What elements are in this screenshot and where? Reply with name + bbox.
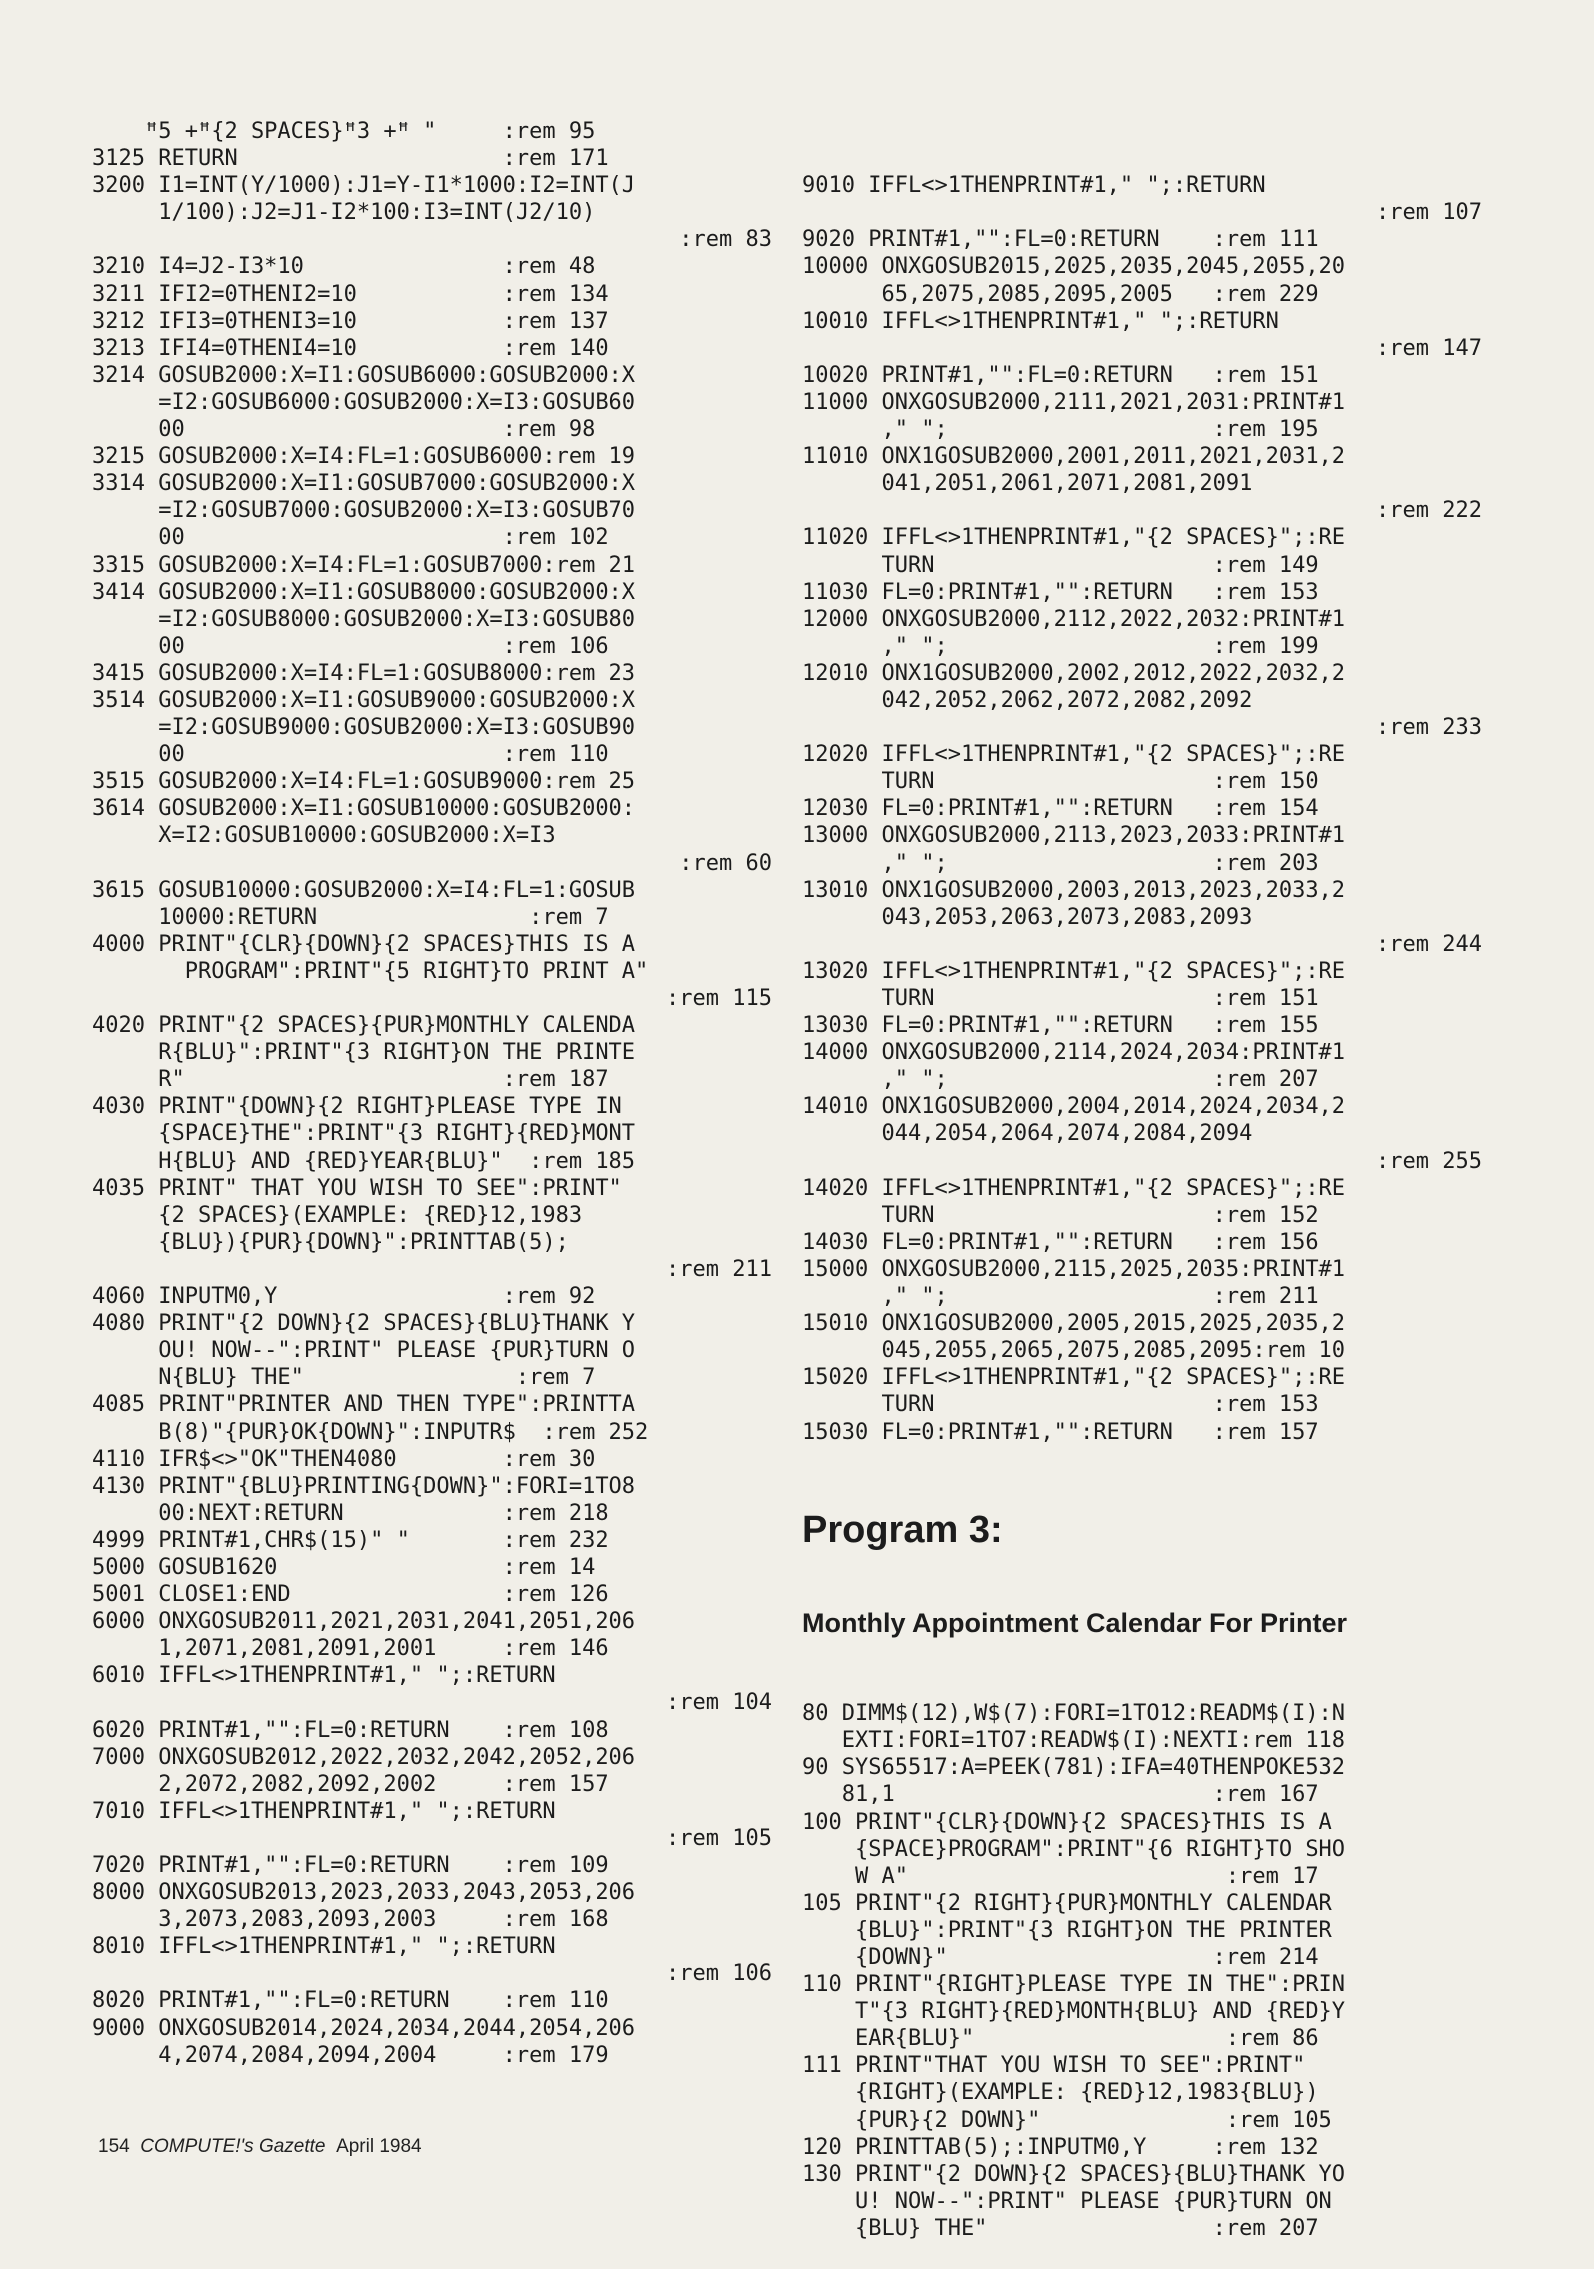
code-line: 14030 FL=0:PRINT#1,"":RETURN :rem 156: [802, 1229, 1319, 1255]
code-line: 3211 IFI2=0THENI2=10 :rem 134: [92, 281, 609, 307]
code-line: 00 :rem 106: [92, 633, 609, 659]
code-line: =I2:GOSUB8000:GOSUB2000:X=I3:GOSUB80: [92, 606, 636, 632]
code-line: =I2:GOSUB9000:GOSUB2000:X=I3:GOSUB90: [92, 715, 636, 741]
code-line: 4130 PRINT"{BLU}PRINTING{DOWN}":FORI=1TO8: [92, 1473, 636, 1499]
rem-checksum: :rem 211: [666, 1256, 772, 1282]
code-line: 80 DIMM$(12),W$(7):FORI=1TO12:READM$(I):N: [802, 1701, 1346, 1727]
listing-right-column: [802, 118, 1482, 2269]
code-line: ," "; :rem 203: [802, 850, 1319, 876]
magazine-name: COMPUTE!'s Gazette: [140, 2136, 326, 2157]
program-subtitle: Monthly Appointment Calendar For Printer: [802, 1607, 1348, 1638]
code-line: 3,2073,2083,2093,2003 :rem 168: [92, 1907, 609, 1933]
code-line: 9010 IFFL<>1THENPRINT#1," ";:RETURN: [802, 173, 1266, 199]
code-line: R{BLU}":PRINT"{3 RIGHT}ON THE PRINTE: [92, 1040, 636, 1066]
code-line: OU! NOW--":PRINT" PLEASE {PUR}TURN O: [92, 1338, 636, 1364]
code-line: 90 SYS65517:A=PEEK(781):IFA=40THENPOKE532: [802, 1755, 1346, 1781]
rem-checksum: :rem 107: [1376, 200, 1482, 226]
code-line: 8020 PRINT#1,"":FL=0:RETURN :rem 110: [92, 1988, 609, 2014]
code-line: 4030 PRINT"{DOWN}{2 RIGHT}PLEASE TYPE IN: [92, 1094, 622, 1120]
code-line: {PUR}{2 DOWN}" :rem 105: [802, 2107, 1332, 2133]
code-line: 120 PRINTTAB(5);:INPUTM0,Y :rem 132: [802, 2134, 1319, 2160]
code-line: 3415 GOSUB2000:X=I4:FL=1:GOSUB8000:rem 23: [92, 660, 636, 686]
code-line: 3314 GOSUB2000:X=I1:GOSUB7000:GOSUB2000:X: [92, 471, 636, 497]
code-line: {SPACE}PROGRAM":PRINT"{6 RIGHT}TO SHO: [802, 1836, 1346, 1862]
code-line: TURN :rem 152: [802, 1202, 1319, 1228]
code-line: 042,2052,2062,2072,2082,2092: [802, 687, 1253, 713]
code-line: 81,1 :rem 167: [802, 1782, 1319, 1808]
code-line: 130 PRINT"{2 DOWN}{2 SPACES}{BLU}THANK YO: [802, 2161, 1346, 2187]
code-line: 3515 GOSUB2000:X=I4:FL=1:GOSUB9000:rem 25: [92, 769, 636, 795]
code-line: {RIGHT}(EXAMPLE: {RED}12,1983{BLU}): [802, 2080, 1319, 2106]
code-line: 00 :rem 98: [92, 417, 596, 443]
code-line: TURN :rem 149: [802, 552, 1319, 578]
code-line: 3213 IFI4=0THENI4=10 :rem 140: [92, 335, 609, 361]
code-line: 110 PRINT"{RIGHT}PLEASE TYPE IN THE":PRIN: [802, 1972, 1346, 1998]
code-line: ꟸ5 +ꟸ{2 SPACES}ꟸ3 +ꟸ " :rem 95: [92, 119, 596, 144]
code-line: 9000 ONXGOSUB2014,2024,2034,2044,2054,206: [92, 2015, 636, 2041]
code-line: 15020 IFFL<>1THENPRINT#1,"{2 SPACES}";:RE: [802, 1365, 1346, 1391]
code-line: 5001 CLOSE1:END :rem 126: [92, 1582, 609, 1608]
rem-checksum: :rem 83: [679, 227, 772, 253]
code-line: 12020 IFFL<>1THENPRINT#1,"{2 SPACES}";:RE: [802, 742, 1346, 768]
code-line: 10010 IFFL<>1THENPRINT#1," ";:RETURN: [802, 308, 1279, 334]
code-line: 15030 FL=0:PRINT#1,"":RETURN :rem 157: [802, 1419, 1319, 1445]
rem-checksum: :rem 244: [1376, 931, 1482, 957]
rem-checksum: :rem 115: [666, 986, 772, 1011]
code-line: 045,2055,2065,2075,2085,2095:rem 10: [802, 1338, 1346, 1364]
code-line: U! NOW--":PRINT" PLEASE {PUR}TURN ON: [802, 2188, 1332, 2214]
rem-checksum: :rem 147: [1376, 335, 1482, 361]
code-line: 8010 IFFL<>1THENPRINT#1," ";:RETURN: [92, 1934, 556, 1960]
code-line: {SPACE}THE":PRINT"{3 RIGHT}{RED}MONT: [92, 1121, 636, 1147]
code-line: 3615 GOSUB10000:GOSUB2000:X=I4:FL=1:GOSUB: [92, 877, 636, 903]
code-line: 00 :rem 110: [92, 742, 609, 768]
code-line: 13020 IFFL<>1THENPRINT#1,"{2 SPACES}";:RE: [802, 958, 1346, 984]
code-line: 00 :rem 102: [92, 525, 609, 551]
issue-date: April 1984: [336, 2136, 422, 2157]
code-line: 6010 IFFL<>1THENPRINT#1," ";:RETURN: [92, 1663, 556, 1689]
code-line: 105 PRINT"{2 RIGHT}{PUR}MONTHLY CALENDAR: [802, 1890, 1332, 1916]
code-line: 14000 ONXGOSUB2000,2114,2024,2034:PRINT#1: [802, 1040, 1346, 1066]
code-line: 2,2072,2082,2092,2002 :rem 157: [92, 1771, 609, 1797]
code-line: 041,2051,2061,2071,2081,2091: [802, 471, 1253, 497]
code-line: 3414 GOSUB2000:X=I1:GOSUB8000:GOSUB2000:X: [92, 579, 636, 605]
code-line: 7000 ONXGOSUB2012,2022,2032,2042,2052,206: [92, 1744, 636, 1770]
code-line: T"{3 RIGHT}{RED}MONTH{BLU} AND {RED}Y: [802, 1999, 1346, 2025]
code-line: 12030 FL=0:PRINT#1,"":RETURN :rem 154: [802, 796, 1319, 822]
code-line: N{BLU} THE" :rem 7: [92, 1365, 596, 1391]
page-number: 154: [98, 2136, 130, 2157]
code-line: 3215 GOSUB2000:X=I4:FL=1:GOSUB6000:rem 19: [92, 444, 636, 470]
code-line: 6000 ONXGOSUB2011,2021,2031,2041,2051,206: [92, 1609, 636, 1635]
code-line: {BLU}){PUR}{DOWN}":PRINTTAB(5);: [92, 1229, 569, 1255]
code-line: 3210 I4=J2-I3*10 :rem 48: [92, 254, 596, 280]
code-line: {DOWN}" :rem 214: [802, 1945, 1319, 1970]
listing-left-column: [92, 118, 772, 2069]
rem-checksum: :rem 104: [666, 1690, 772, 1716]
rem-checksum: :rem 105: [666, 1825, 772, 1851]
code-line: 7020 PRINT#1,"":FL=0:RETURN :rem 109: [92, 1853, 609, 1878]
code-line: =I2:GOSUB7000:GOSUB2000:X=I3:GOSUB70: [92, 498, 636, 524]
code-line: R" :rem 187: [92, 1067, 609, 1093]
code-line: 4080 PRINT"{2 DOWN}{2 SPACES}{BLU}THANK Y: [92, 1311, 636, 1337]
code-line: 3200 I1=INT(Y/1000):J1=Y-I1*1000:I2=INT(J: [92, 173, 636, 199]
code-line: ," "; :rem 195: [802, 417, 1319, 443]
code-line: 5000 GOSUB1620 :rem 14: [92, 1554, 596, 1580]
code-line: TURN :rem 150: [802, 769, 1319, 795]
code-line: 00:NEXT:RETURN :rem 218: [92, 1500, 609, 1526]
code-line: 4060 INPUTM0,Y :rem 92: [92, 1284, 596, 1310]
code-line: TURN :rem 151: [802, 986, 1319, 1011]
code-line: 12010 ONX1GOSUB2000,2002,2012,2022,2032,2: [802, 660, 1346, 686]
code-line: 4999 PRINT#1,CHR$(15)" " :rem 232: [92, 1527, 609, 1553]
code-line: =I2:GOSUB6000:GOSUB2000:X=I3:GOSUB60: [92, 389, 636, 415]
code-line: 9020 PRINT#1,"":FL=0:RETURN :rem 111: [802, 227, 1319, 253]
code-line: 3125 RETURN :rem 171: [92, 146, 609, 172]
code-line: 8000 ONXGOSUB2013,2023,2033,2043,2053,206: [92, 1880, 636, 1906]
code-line: 10020 PRINT#1,"":FL=0:RETURN :rem 151: [802, 362, 1319, 388]
code-line: 043,2053,2063,2073,2083,2093: [802, 904, 1253, 930]
code-line: 13010 ONX1GOSUB2000,2003,2013,2023,2033,2: [802, 877, 1346, 903]
code-line: 111 PRINT"THAT YOU WISH TO SEE":PRINT": [802, 2053, 1306, 2079]
code-line: PROGRAM":PRINT"{5 RIGHT}TO PRINT A": [92, 958, 649, 984]
code-line: ," "; :rem 211: [802, 1284, 1319, 1310]
code-line: 7010 IFFL<>1THENPRINT#1," ";:RETURN: [92, 1798, 556, 1824]
code-line: ," "; :rem 199: [802, 633, 1319, 659]
code-line: 4110 IFR$<>"OK"THEN4080 :rem 30: [92, 1446, 596, 1472]
listing-right-top: [802, 172, 1482, 1445]
code-line: 11000 ONXGOSUB2000,2111,2021,2031:PRINT#1: [802, 389, 1346, 415]
code-line: 13030 FL=0:PRINT#1,"":RETURN :rem 155: [802, 1013, 1319, 1039]
code-line: 3614 GOSUB2000:X=I1:GOSUB10000:GOSUB2000:: [92, 796, 636, 822]
code-line: 4035 PRINT" THAT YOU WISH TO SEE":PRINT": [92, 1175, 622, 1201]
code-line: 3514 GOSUB2000:X=I1:GOSUB9000:GOSUB2000:X: [92, 687, 636, 713]
code-line: 11020 IFFL<>1THENPRINT#1,"{2 SPACES}";:RE: [802, 525, 1346, 551]
code-line: 4085 PRINT"PRINTER AND THEN TYPE":PRINTTA: [92, 1392, 636, 1418]
code-line: 14020 IFFL<>1THENPRINT#1,"{2 SPACES}";:RE: [802, 1175, 1346, 1201]
code-line: 12000 ONXGOSUB2000,2112,2022,2032:PRINT#1: [802, 606, 1346, 632]
code-line: 3214 GOSUB2000:X=I1:GOSUB6000:GOSUB2000:X: [92, 362, 636, 388]
code-line: 6020 PRINT#1,"":FL=0:RETURN :rem 108: [92, 1717, 609, 1743]
code-line: 1,2071,2081,2091,2001 :rem 146: [92, 1636, 609, 1662]
code-line: {2 SPACES}(EXAMPLE: {RED}12,1983: [92, 1202, 583, 1228]
program-title: Program 3:: [802, 1508, 1003, 1551]
code-line: X=I2:GOSUB10000:GOSUB2000:X=I3: [92, 823, 556, 849]
code-line: 65,2075,2085,2095,2005 :rem 229: [802, 281, 1319, 307]
rem-checksum: :rem 233: [1376, 715, 1482, 741]
code-line: EXTI:FORI=1TO7:READW$(I):NEXTI:rem 118: [802, 1728, 1346, 1754]
code-line: 4,2074,2084,2094,2004 :rem 179: [92, 2042, 609, 2068]
code-line: 1/100):J2=J1-I2*100:I3=INT(J2/10): [92, 200, 596, 226]
code-line: 13000 ONXGOSUB2000,2113,2023,2033:PRINT#1: [802, 823, 1346, 849]
code-line: TURN :rem 153: [802, 1392, 1319, 1418]
code-line: 4000 PRINT"{CLR}{DOWN}{2 SPACES}THIS IS A: [92, 931, 636, 957]
code-line: 15000 ONXGOSUB2000,2115,2025,2035:PRINT#1: [802, 1256, 1346, 1282]
code-line: 4020 PRINT"{2 SPACES}{PUR}MONTHLY CALENDA: [92, 1013, 636, 1039]
code-line: 10000:RETURN :rem 7: [92, 904, 609, 930]
code-line: 3212 IFI3=0THENI3=10 :rem 137: [92, 308, 609, 334]
code-line: 3315 GOSUB2000:X=I4:FL=1:GOSUB7000:rem 21: [92, 552, 636, 578]
program3-listing: [802, 1700, 1482, 2242]
page-footer: [98, 2136, 422, 2158]
code-line: 11030 FL=0:PRINT#1,"":RETURN :rem 153: [802, 579, 1319, 605]
code-line: W A" :rem 17: [802, 1863, 1319, 1889]
code-line: H{BLU} AND {RED}YEAR{BLU}" :rem 185: [92, 1148, 636, 1174]
rem-checksum: :rem 255: [1376, 1148, 1482, 1174]
code-line: 15010 ONX1GOSUB2000,2005,2015,2025,2035,2: [802, 1311, 1346, 1337]
code-line: 14010 ONX1GOSUB2000,2004,2014,2024,2034,2: [802, 1094, 1346, 1120]
code-line: {BLU} THE" :rem 207: [802, 2215, 1319, 2241]
code-line: EAR{BLU}" :rem 86: [802, 2026, 1319, 2052]
code-line: 100 PRINT"{CLR}{DOWN}{2 SPACES}THIS IS A: [802, 1809, 1332, 1835]
rem-checksum: :rem 60: [679, 850, 772, 876]
code-line: 11010 ONX1GOSUB2000,2001,2011,2021,2031,2: [802, 444, 1346, 470]
code-line: ," "; :rem 207: [802, 1067, 1319, 1093]
code-line: {BLU}":PRINT"{3 RIGHT}ON THE PRINTER: [802, 1917, 1332, 1943]
rem-checksum: :rem 222: [1376, 498, 1482, 524]
code-line: B(8)"{PUR}OK{DOWN}":INPUTR$ :rem 252: [92, 1419, 649, 1445]
rem-checksum: :rem 106: [666, 1961, 772, 1987]
code-line: 10000 ONXGOSUB2015,2025,2035,2045,2055,20: [802, 254, 1346, 280]
code-line: 044,2054,2064,2074,2084,2094: [802, 1121, 1253, 1147]
